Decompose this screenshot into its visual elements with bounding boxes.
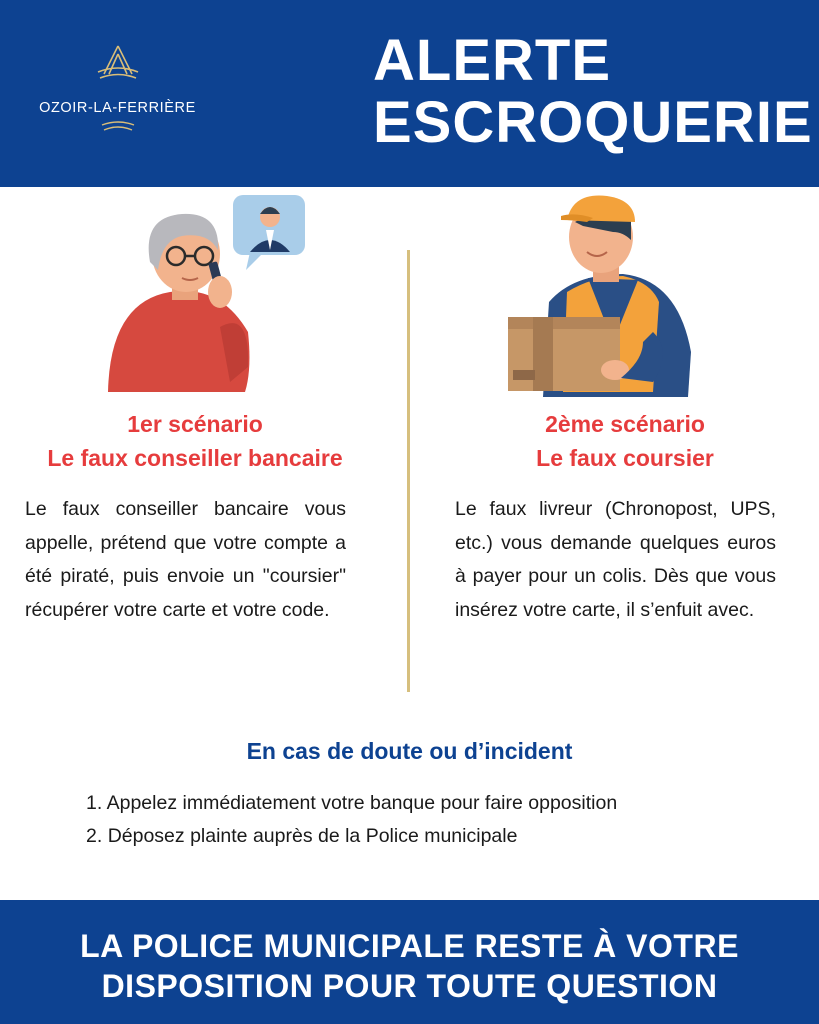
scenario-2-number: 2ème scénario	[545, 411, 705, 437]
list-item: 1. Appelez immédiatement votre banque pour faire opposition	[86, 792, 618, 814]
city-name: OZOIR-LA-FERRIÈRE	[39, 100, 196, 116]
city-logo	[30, 44, 205, 139]
column-divider	[407, 250, 410, 692]
elderly-woman-phone-illustration	[100, 192, 310, 392]
footer-line-2: DISPOSITION POUR TOUTE QUESTION	[101, 968, 718, 1004]
footer-message	[0, 926, 819, 1006]
delivery-man-illustration	[503, 192, 703, 402]
city-emblem-icon	[96, 44, 140, 96]
scenario-2-name: Le faux coursier	[536, 445, 714, 471]
footer-line-1: LA POLICE MUNICIPALE RESTE À VOTRE	[80, 928, 739, 964]
scenario-1-description: Le faux conseiller bancaire vous appelle, prétend que votre compte a été piraté, puis envoie un "coursier" récupérer votre carte et votre code.	[25, 498, 346, 621]
scenario-2-heading	[440, 407, 810, 475]
title-line-2: ESCROQUERIE	[373, 90, 813, 155]
scenario-2-description: Le faux livreur (Chronopost, UPS, etc.) vous demande quelques euros à payer pour un colis. Dès que vous insérez votre carte, il s’enfuit avec.	[455, 498, 776, 621]
scenario-1-heading	[10, 407, 380, 475]
logo-waves-icon	[100, 120, 136, 134]
page-title	[373, 30, 813, 154]
footer-banner	[0, 900, 819, 1024]
scenario-1-number: 1er scénario	[127, 411, 263, 437]
title-line-1: ALERTE	[373, 28, 611, 93]
header-banner	[0, 0, 819, 187]
advisor-bubble-icon	[233, 195, 305, 270]
scenario-1-name: Le faux conseiller bancaire	[47, 445, 343, 471]
doubt-heading: En cas de doute ou d’incident	[246, 738, 573, 764]
list-item: 2. Déposez plainte auprès de la Police municipale	[86, 825, 518, 847]
steps-list	[86, 787, 617, 853]
